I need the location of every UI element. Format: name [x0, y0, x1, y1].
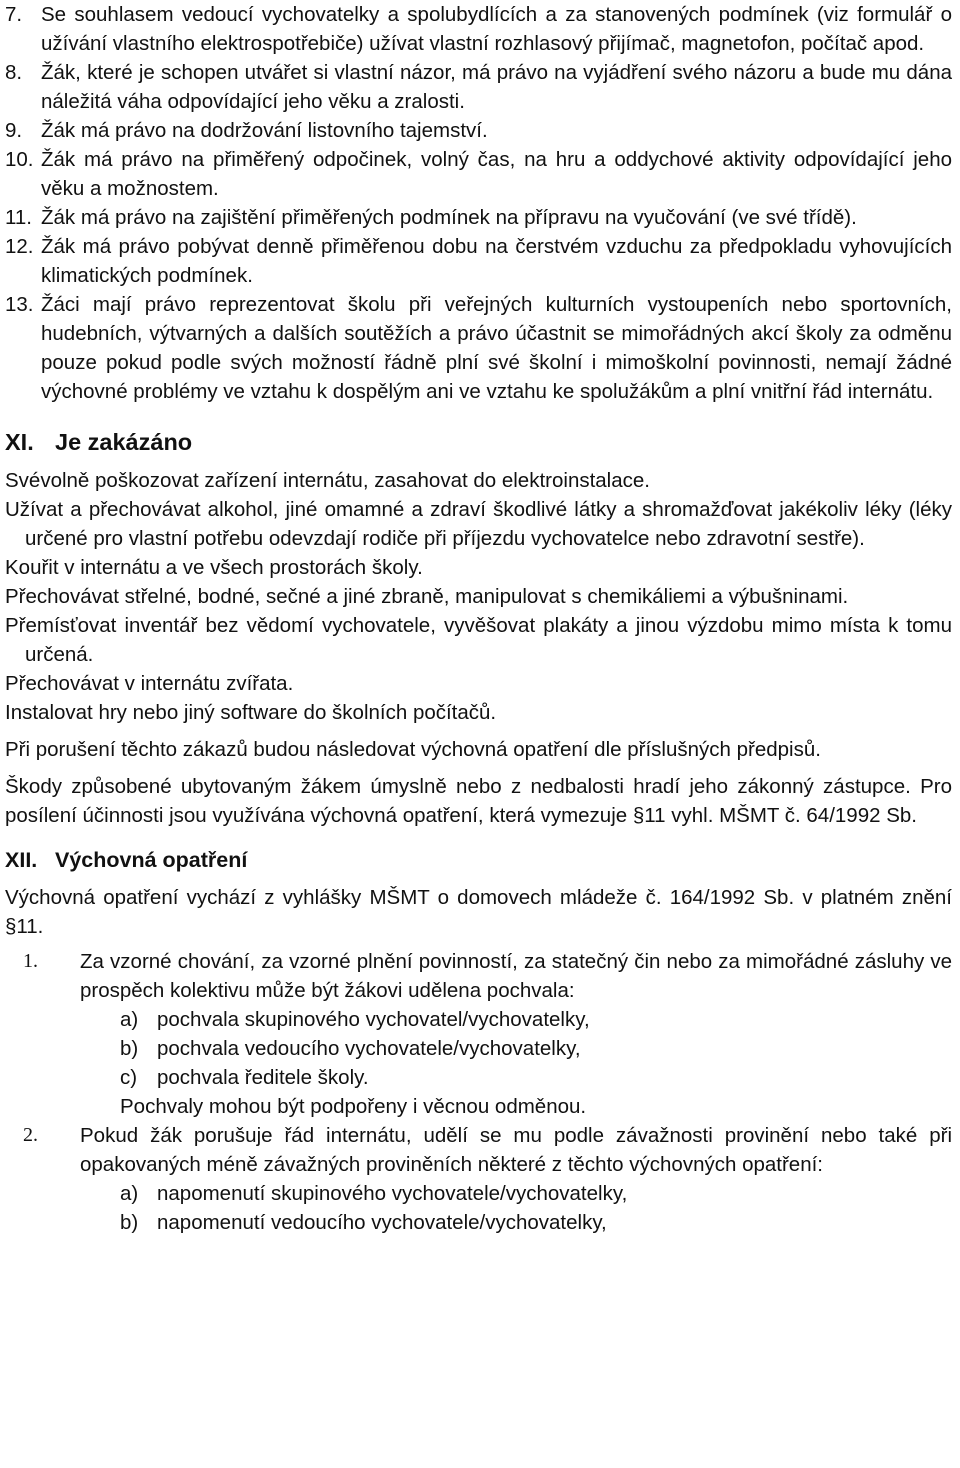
item-text: Žák má právo na přiměřený odpočinek, volný čas, na hru a oddychové aktivity odpovídající jeho věku a možnostem. [41, 148, 952, 200]
sub-item-letter: b) [120, 1037, 139, 1060]
sub-item-letter: a) [120, 1008, 139, 1031]
paragraph: Škody způsobené ubytovaným žákem úmyslně nebo z nedbalosti hradí jeho zákonný zástupce. Pro posílení účinnosti jsou využívána výchovná opatření, která vymezuje §11 vyhl. MŠMT č. 64/1992 Sb. [5, 775, 952, 827]
sub-item-text: napomenutí skupinového vychovatele/vychovatelky, [157, 1182, 628, 1205]
sub-item-letter: a) [120, 1182, 139, 1205]
section-heading-xi [5, 428, 952, 457]
item-text: Žák má právo na dodržování listovního tajemství. [41, 119, 488, 142]
prohibition-item: Svévolně poškozovat zařízení internátu, zasahovat do elektroinstalace. [5, 469, 650, 492]
item-text: Žáci mají právo reprezentovat školu při veřejných kulturních vystoupeních nebo sportovních, hudebních, výtvarných a dalších soutěžích a právo účastnit se mimořádných akcí školy za odměnu pouze pokud podle svých možností řádně plní své školní i mimoškolní povinnosti, nemají žádné výchovné problémy ve vztahu k dospělým ani ve vztahu ke spolužákům a plní vnitřní řád internátu. [41, 293, 952, 403]
list-item [5, 145, 952, 203]
item-number: 11. [5, 206, 32, 229]
item-note: Pochvaly mohou být podpořeny i věcnou odměnou. [120, 1095, 587, 1118]
item-number: 13. [5, 293, 34, 316]
sub-item-text: pochvala vedoucího vychovatele/vychovatelky, [157, 1037, 581, 1060]
sub-list [80, 1005, 952, 1092]
section-title: Je zakázáno [55, 429, 193, 455]
prohibition-item: Instalovat hry nebo jiný software do školních počítačů. [5, 701, 497, 724]
section-title: Výchovná opatření [55, 848, 248, 872]
sub-item-text: napomenutí vedoucího vychovatele/vychovatelky, [157, 1211, 607, 1234]
rights-list [5, 0, 952, 406]
measures-list [5, 947, 952, 1237]
item-text: Pokud žák porušuje řád internátu, udělí se mu podle závažnosti provinění nebo také při opakovaných méně závažných proviněních některé z těchto výchovných opatření: [80, 1124, 952, 1176]
item-text: Žák, které je schopen utvářet si vlastní názor, má právo na vyjádření svého názoru a bude mu dána náležitá váha odpovídající jeho věku a zralosti. [41, 61, 952, 113]
prohibition-item: Užívat a přechovávat alkohol, jiné omamné a zdraví škodlivé látky a shromažďovat jakékoliv léky (léky určené pro vlastní potřebu odevzdají rodiče při příjezdu vychovatelce nebo zdravotní sestře). [5, 498, 952, 550]
item-number: 9. [5, 119, 23, 142]
item-text: Žák má právo pobývat denně přiměřenou dobu na čerstvém vzduchu za předpokladu vyhovujících klimatických podmínek. [41, 235, 952, 287]
sub-item-text: pochvala skupinového vychovatel/vychovatelky, [157, 1008, 590, 1031]
sub-list [80, 1179, 952, 1237]
sub-item [80, 1179, 952, 1208]
item-number: 10. [5, 148, 34, 171]
item-body [80, 1121, 952, 1237]
item-number: 2. [23, 1124, 38, 1146]
item-text: Za vzorné chování, za vzorné plnění povinností, za statečný čin nebo za mimořádné zásluhy ve prospěch kolektivu může být žákovi udělena pochvala: [80, 950, 952, 1002]
list-item [5, 232, 952, 290]
list-item [5, 58, 952, 116]
sub-item [80, 1208, 952, 1237]
item-number: 8. [5, 61, 23, 84]
list-item [5, 0, 952, 58]
section-heading-xii [5, 846, 952, 875]
sub-item-letter: c) [120, 1066, 138, 1089]
paragraph: Výchovná opatření vychází z vyhlášky MŠMT o domovech mládeže č. 164/1992 Sb. v platném znění §11. [5, 886, 952, 938]
list-item [5, 203, 952, 232]
prohibition-item: Přemísťovat inventář bez vědomí vychovatele, vyvěšovat plakáty a jinou výzdobu mimo místa k tomu určená. [5, 614, 952, 666]
prohibition-item: Přechovávat v internátu zvířata. [5, 672, 294, 695]
prohibition-item: Kouřit v internátu a ve všech prostorách školy. [5, 556, 423, 579]
section-number: XI. [5, 429, 34, 455]
item-number: 7. [5, 3, 23, 26]
paragraph: Při porušení těchto zákazů budou následovat výchovná opatření dle příslušných předpisů. [5, 738, 821, 761]
sub-item [80, 1005, 952, 1034]
list-item [5, 947, 952, 1121]
list-item [5, 116, 952, 145]
item-text: Žák má právo na zajištění přiměřených podmínek na přípravu na vyučování (ve své třídě). [41, 206, 857, 229]
sub-item [80, 1063, 952, 1092]
sub-item-text: pochvala ředitele školy. [157, 1066, 369, 1089]
list-item [5, 290, 952, 406]
item-number: 12. [5, 235, 34, 258]
prohibitions-list [5, 466, 952, 727]
section-number: XII. [5, 848, 38, 872]
list-item [5, 1121, 952, 1237]
item-body [80, 947, 952, 1121]
sub-item [80, 1034, 952, 1063]
sub-item-letter: b) [120, 1211, 139, 1234]
item-text: Se souhlasem vedoucí vychovatelky a spolubydlících a za stanovených podmínek (viz formulář o užívání vlastního elektrospotřebiče) užívat vlastní rozhlasový přijímač, magnetofon, počítač apod. [41, 3, 952, 55]
item-number: 1. [23, 950, 38, 972]
prohibition-item: Přechovávat střelné, bodné, sečné a jiné zbraně, manipulovat s chemikáliemi a výbušninami. [5, 585, 849, 608]
